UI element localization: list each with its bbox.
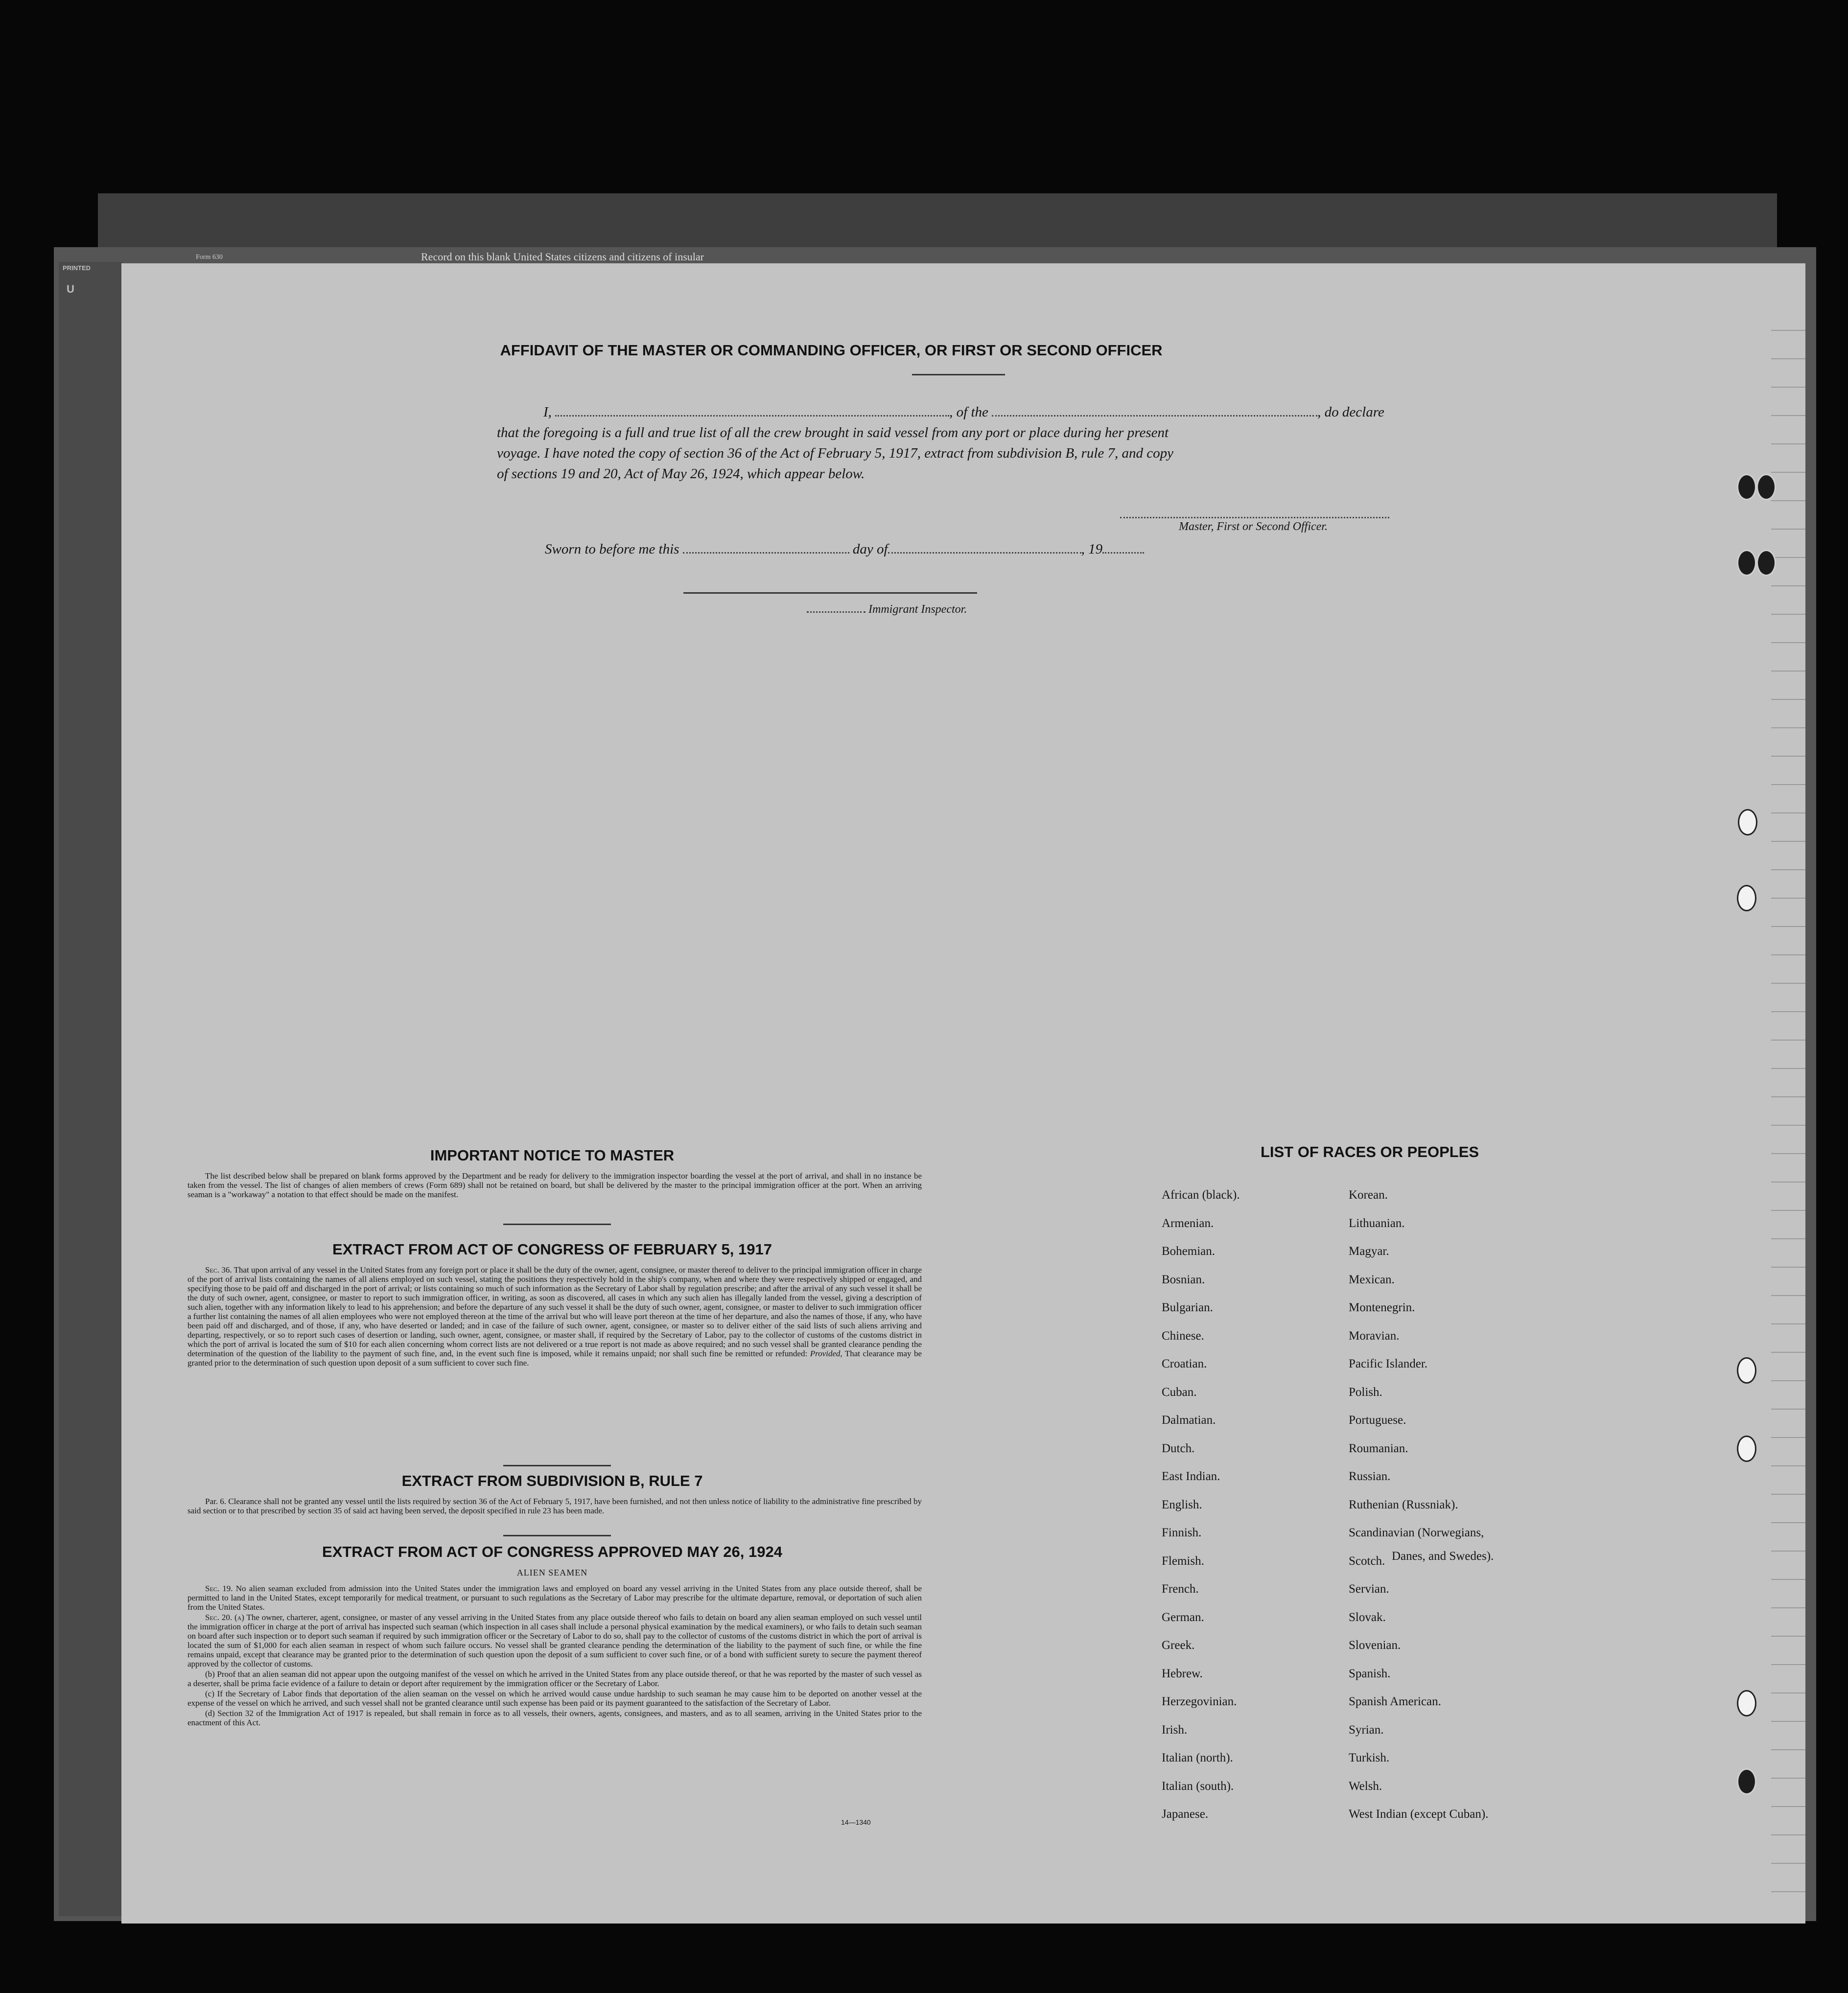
race-item: Welsh. — [1349, 1779, 1382, 1793]
race-item: Flemish. — [1162, 1554, 1204, 1568]
race-item: Portuguese. — [1349, 1414, 1406, 1427]
title-underline — [912, 374, 1005, 375]
race-item: Syrian. — [1349, 1723, 1384, 1737]
divider — [503, 1535, 611, 1536]
year-label: , 19 — [1081, 541, 1103, 557]
punch-hole-icon — [1737, 1690, 1756, 1716]
inspector-label-text: Immigrant Inspector. — [868, 603, 967, 616]
races-title: LIST OF RACES OR PEOPLES — [1260, 1143, 1479, 1160]
extract-1917-text — [187, 1265, 922, 1368]
affidavit-line-1 — [543, 404, 1384, 420]
inspector-signature-label — [807, 603, 967, 616]
race-item: Pacific Islander. — [1349, 1357, 1428, 1370]
margin-printed-label: PRINTED — [63, 264, 91, 272]
affidavit-page — [121, 263, 1805, 1923]
punch-hole-icon — [1756, 550, 1776, 576]
background-form-label: Form 630 — [196, 254, 223, 261]
race-item: East Indian. — [1162, 1470, 1220, 1483]
margin-letter: U — [67, 283, 74, 295]
race-item: Servian. — [1349, 1582, 1389, 1596]
sec-36-body: That upon arrival of any vessel in the United States from any foreign port or place it shall be the duty of the owner, agent, consignee, or master thereof to deliver to the principal immigration officer in charge of the port of arrival lists containing the names of all aliens employed on such vessel, stating the positions they respectively hold in the ship's company, when and where they were respectively shipped or engaged, and specifying those to be paid off and discharged in the port of arrival; or lists containing so much of such information as the Secretary of Labor shall by regulation prescribe; and after the arrival of any such vessel it shall be the duty of such owner, agent, consignee, or master to report to such immigration officer, in writing, as soon as discovered, all cases in which any such alien has illegally landed from the vessel, giving a description of such alien, together with any information likely to lead to his apprehension; and before the departure of any such vessel it shall be the duty of such owner, agent, consignee, or master to deliver to such immigration officer a further list containing the names of all alien employees who were not employed thereon at the time of the arrival but who will leave port thereon at the time of her departure, and also the names of those, if any, who have been paid off and discharged, and of those, if any, who have deserted or landed; and in case of the failure of such owner, agent, consignee, or master so to deliver either of the said lists of such aliens arriving and departing, respectively, or so to report such cases of desertion or landing, such owner, agent, consignee, or master shall, if required by the Secretary of Labor, pay to the collector of customs of the customs district in which the port of arrival is located the sum of $10 for each alien concerning whom correct lists are not delivered or a true report is not made as above required; and no such vessel shall be granted clearance pending the determination of the question of the liability to the payment of such fine, and, in the event such fine is imposed, while it remains unpaid; nor shall such fine be remitted or refunded: — [187, 1265, 922, 1358]
vessel-name-field[interactable] — [992, 415, 1317, 417]
notice-title: IMPORTANT NOTICE TO MASTER — [430, 1147, 675, 1164]
affidavit-declare-label: , do declare — [1317, 404, 1384, 420]
punch-hole-icon — [1737, 550, 1756, 576]
sworn-year-field[interactable] — [1102, 552, 1144, 554]
sec-20-label: Sec. 20. (a) — [205, 1613, 244, 1622]
race-item: Korean. — [1349, 1188, 1388, 1202]
notice-paragraph: The list described below shall be prepared on blank forms approved by the Department and be ready for delivery to the immigration inspector boarding the vessel at the port of arrival, and shall in no instance be taken from the vessel. The list of changes of alien members of crews (Form 689) shall not be retained on board, but shall be delivered by the master to the principal immigration officer at the port. When an arriving seaman is a "workaway" a notation to that effect should be made on the manifest. — [187, 1171, 922, 1199]
officer-name-field[interactable] — [555, 415, 949, 417]
race-item: Ruthenian (Russniak). — [1349, 1498, 1458, 1511]
punch-hole-icon — [1737, 1357, 1756, 1384]
race-item: West Indian (except Cuban). — [1349, 1808, 1489, 1821]
race-item: Spanish. — [1349, 1667, 1391, 1680]
day-of-label: day of — [852, 541, 888, 557]
race-item: Moravian. — [1349, 1329, 1400, 1343]
race-item: Montenegrin. — [1349, 1301, 1415, 1314]
rule7-paragraph: Par. 6. Clearance shall not be granted any vessel until the lists required by section 36 of the Act of February 5, 1917, have been furnished, and not then unless notice of liability to the administrative fine prescribed by said section or to that prescribed by section 35 of said act having been served, the deposit specified in rule 23 has been made. — [187, 1497, 922, 1515]
inspector-signature-line[interactable] — [683, 592, 977, 594]
extract-1924-title: EXTRACT FROM ACT OF CONGRESS APPROVED MAY 26, 1924 — [322, 1543, 782, 1560]
sworn-month-field[interactable] — [888, 552, 1081, 554]
master-signature-line[interactable] — [1120, 517, 1389, 518]
affidavit-title: AFFIDAVIT OF THE MASTER OR COMMANDING OFFICER, OR FIRST OR SECOND OFFICER — [500, 342, 1163, 359]
race-item: Hebrew. — [1162, 1667, 1203, 1680]
race-item: Slovenian. — [1349, 1639, 1401, 1652]
punch-hole-icon — [1737, 1436, 1756, 1462]
punch-hole-icon — [1737, 885, 1756, 911]
proviso-label: Provided, — [810, 1349, 842, 1358]
race-item: French. — [1162, 1582, 1199, 1596]
notice-text — [187, 1171, 922, 1200]
sworn-label: Sworn to before me this — [545, 541, 679, 557]
race-item: Polish. — [1349, 1385, 1382, 1399]
sworn-line — [545, 541, 1144, 557]
race-item: African (black). — [1162, 1188, 1240, 1202]
race-item: Dutch. — [1162, 1441, 1195, 1455]
race-item: Herzegovinian. — [1162, 1695, 1237, 1708]
sec-19-label: Sec. 19. — [205, 1584, 233, 1593]
form-number: 14—1340 — [841, 1818, 871, 1826]
race-item: Scandinavian (Norwegians, — [1349, 1526, 1484, 1539]
extract-rule7-text — [187, 1497, 922, 1516]
extract-1917-title: EXTRACT FROM ACT OF CONGRESS OF FEBRUARY 5, 1917 — [332, 1241, 772, 1258]
race-item: Magyar. — [1349, 1245, 1389, 1258]
race-item: Scotch. — [1349, 1554, 1385, 1568]
race-item: Spanish American. — [1349, 1695, 1441, 1708]
affidavit-line-2: that the foregoing is a full and true list of all the crew brought in said vessel from any port or place during her present — [497, 425, 1169, 440]
alien-seamen-subtitle: ALIEN SEAMEN — [516, 1568, 588, 1577]
race-item: Italian (north). — [1162, 1751, 1233, 1764]
race-item: German. — [1162, 1610, 1204, 1624]
race-item: Japanese. — [1162, 1808, 1209, 1821]
race-item: Dalmatian. — [1162, 1414, 1216, 1427]
race-item: Irish. — [1162, 1723, 1188, 1737]
race-item: Roumanian. — [1349, 1441, 1408, 1455]
sec-19-body: No alien seaman excluded from admission into the United States under the immigration laws and employed on board any vessel arriving in the United States from any place outside thereof, shall be permitted to land in the United States, except temporarily for medical treatment, or pursuant to such regulations as the Secretary of Labor may prescribe for the ultimate departure, removal, or deportation of such alien from the United States. — [187, 1584, 922, 1612]
race-item: Bulgarian. — [1162, 1301, 1213, 1314]
race-item: Slovak. — [1349, 1610, 1386, 1624]
race-item: Bohemian. — [1162, 1245, 1216, 1258]
affidavit-line-4: of sections 19 and 20, Act of May 26, 1924, which appear below. — [497, 466, 865, 482]
sec-20d-body: (d) Section 32 of the Immigration Act of 1917 is repealed, but shall remain in force as to all vessels, their owners, agents, consignees, and masters, and as to all seamen, arriving in the United States prior to the enactment of this Act. — [187, 1709, 922, 1727]
race-item: Chinese. — [1162, 1329, 1204, 1343]
race-item: Bosnian. — [1162, 1273, 1205, 1286]
sec-20a-body: The owner, charterer, agent, consignee, or master of any vessel arriving in the United States from any place outside thereof who fails to detain on board any alien seaman employed on such vessel until the immigration officer in charge at the port of arrival has inspected such seaman (which inspection in all cases shall include a personal physical examination by the medical examiners), or who fails to detain such seaman on board after such inspection or to deport such seaman if required by such immigration officer or the Secretary of Labor to do so, shall pay to the collector of customs of the customs district in which the port of arrival is located the sum of $1,000 for each alien seaman in respect of whom such failure occurs. No vessel shall be granted clearance pending the determination of the liability to the payment of such fine, or while the fine remains unpaid, except that clearance may be granted prior to the determination of such question upon the deposit of a sum sufficient to cover such fine, or of a bond with sufficient surety to secure the payment thereof approved by the collector of customs. — [187, 1613, 922, 1669]
race-item: Armenian. — [1162, 1216, 1214, 1230]
race-item: Finnish. — [1162, 1526, 1202, 1539]
sec-20b-body: (b) Proof that an alien seaman did not appear upon the outgoing manifest of the vessel on which he arrived in the United States from any place outside thereof, or that he was reported by the master of such vessel as a deserter, shall be prima facie evidence of a failure to detain or deport after requirement by the immigration officer or the Secretary of Labor. — [187, 1669, 922, 1688]
race-item: Lithuanian. — [1349, 1216, 1405, 1230]
race-item: English. — [1162, 1498, 1202, 1511]
master-signature-label: Master, First or Second Officer. — [1179, 520, 1328, 533]
races-list — [1162, 1188, 1651, 1830]
background-header-text: Record on this blank United States citizens and citizens of insular — [421, 251, 704, 263]
left-margin-strip — [59, 262, 122, 1916]
punch-hole-icon — [1737, 474, 1756, 500]
punch-hole-icon — [1738, 809, 1757, 835]
race-item: Italian (south). — [1162, 1779, 1234, 1793]
affidavit-i-label: I, — [543, 404, 552, 420]
sec-20c-body: (c) If the Secretary of Labor finds that deportation of the alien seaman on the vessel on which he arrived would cause undue hardship to such seaman he may cause him to be deported on another vessel at the expense of the vessel on which he arrived, and such vessel shall not be granted clearance until such expense has been paid or its payment guaranteed to the satisfaction of the Secretary of Labor. — [187, 1689, 922, 1708]
punch-hole-icon — [1737, 1768, 1756, 1795]
divider — [503, 1224, 611, 1225]
ruled-right-edge — [1771, 302, 1805, 1893]
affidavit-line-3: voyage. I have noted the copy of section 36 of the Act of February 5, 1917, extract from subdivision B, rule 7, and copy — [497, 445, 1174, 461]
extract-rule7-title: EXTRACT FROM SUBDIVISION B, RULE 7 — [401, 1472, 703, 1489]
race-item: Croatian. — [1162, 1357, 1207, 1370]
race-item: Russian. — [1349, 1470, 1391, 1483]
sworn-day-field[interactable] — [683, 552, 849, 554]
race-item: Greek. — [1162, 1639, 1195, 1652]
race-item: Cuban. — [1162, 1385, 1197, 1399]
divider — [503, 1465, 611, 1466]
sec-36-label: Sec. 36. — [205, 1265, 232, 1275]
race-item: Turkish. — [1349, 1751, 1390, 1764]
punch-hole-icon — [1756, 474, 1776, 500]
affidavit-of-the-label: , of the — [949, 404, 988, 420]
race-item: Danes, and Swedes). — [1392, 1550, 1494, 1563]
extract-1924-text — [187, 1584, 922, 1728]
proviso-text: That clearance may be granted prior to the determination of such question upon deposit of a sum sufficient to cover such fine. — [187, 1349, 922, 1367]
race-item: Mexican. — [1349, 1273, 1395, 1286]
